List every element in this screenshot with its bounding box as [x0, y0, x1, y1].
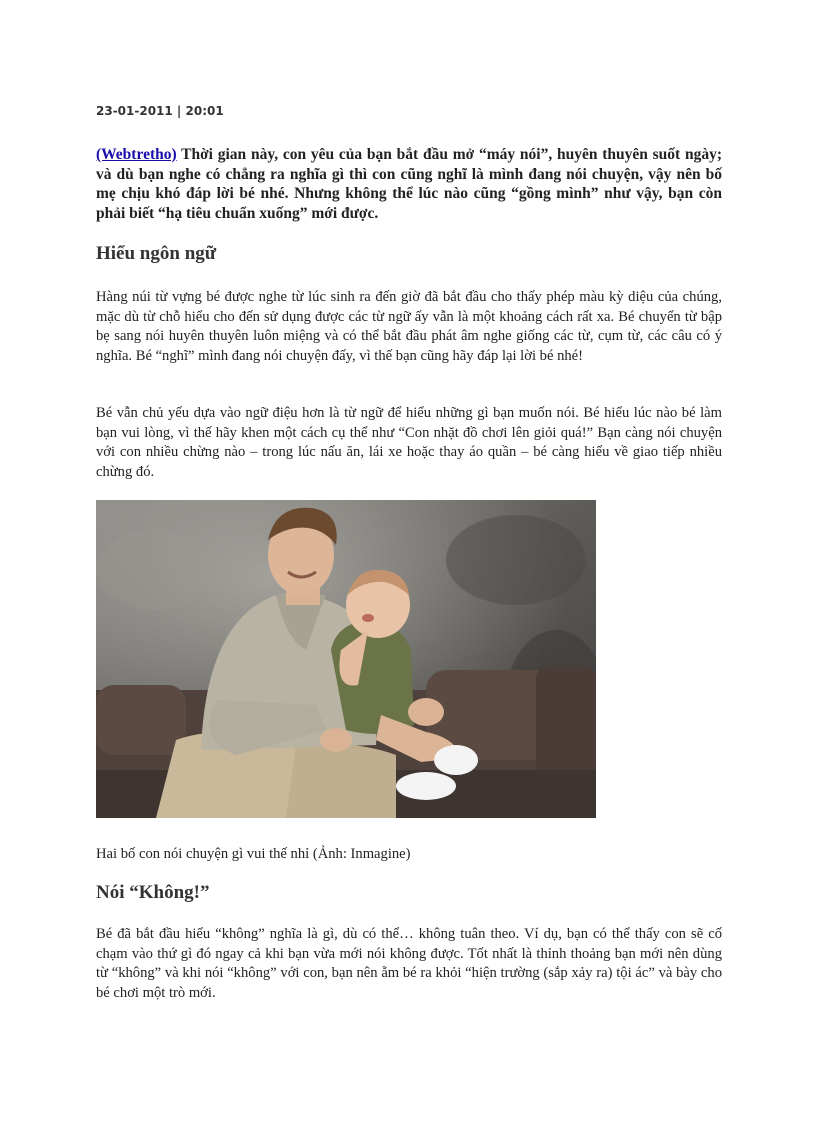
- intro-text: Thời gian này, con yêu của bạn bắt đầu mở “máy nói”, huyên thuyên suốt ngày; và dù bạn nghe có chẳng ra nghĩa gì thì con cũng nghĩ là mình đang nói chuyện, vậy nên bố mẹ chịu khó đáp lời bé nhé. Nhưng không thể lúc nào cũng “gồng mình” như vậy, bạn còn phải biết “hạ tiêu chuẩn xuống” mới được.: [96, 146, 722, 222]
- father-baby-photo: [96, 500, 596, 818]
- article-intro: [96, 145, 722, 223]
- paragraph: Bé đã bắt đầu hiểu “không” nghĩa là gì, dù có thể… không tuân theo. Ví dụ, bạn có thể thấy con sẽ cố chạm vào thứ gì đó ngay cả khi bạn vừa mới nói không được. Tốt nhất là thỉnh thoảng bạn mới nên dùng từ “không” và khi nói “không” với con, bạn nên ẵm bé ra khỏi “hiện trường (sắp xảy ra) tội ác” và bày cho bé chơi một trò mới.: [96, 926, 722, 1001]
- paragraph: Bé vẫn chủ yếu dựa vào ngữ điệu hơn là từ ngữ để hiểu những gì bạn muốn nói. Bé hiểu lúc nào bé làm bạn vui lòng, vì thế hãy khen một cách cụ thể như “Con nhặt đồ chơi lên giỏi quá!” Bạn càng nói chuyện với con nhiều chừng nào – trong lúc nấu ăn, lái xe hoặc thay áo quần – bé càng hiểu về giao tiếp nhiều chừng đó.: [96, 405, 722, 480]
- paragraph: Hàng núi từ vựng bé được nghe từ lúc sinh ra đến giờ đã bắt đầu cho thấy phép màu kỳ diệu của chúng, mặc dù từ chỗ hiểu cho đến sử dụng được các từ ngữ ấy vẫn là một khoảng cách rất xa. Bé chuyển từ bập bẹ sang nói huyên thuyên luôn miệng và có thể bắt đầu phát âm nghe giống các từ, cụm từ, các câu có ý nghĩa. Bé “nghĩ” mình đang nói chuyện đấy, vì thế bạn cũng hãy đáp lại lời bé nhé!: [96, 289, 722, 364]
- source-link[interactable]: (Webtretho): [96, 146, 177, 163]
- article-date: 23-01-2011 | 20:01: [96, 104, 224, 118]
- section-heading-saying-no: Nói “Không!”: [96, 882, 210, 903]
- photo-caption: Hai bố con nói chuyện gì vui thế nhỉ (Ảnh: Inmagine): [96, 846, 411, 862]
- section-heading-understanding: Hiểu ngôn ngữ: [96, 243, 217, 264]
- article-photo: [96, 500, 596, 818]
